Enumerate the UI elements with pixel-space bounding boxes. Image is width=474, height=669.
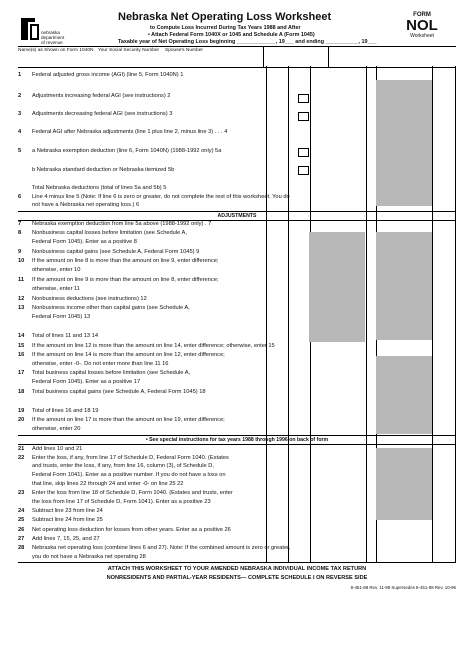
adj-line-16 [18,352,225,359]
line-text: If the amount on line 12 is more than the amount on line 14, enter difference; otherwise, enter 15 [32,343,275,349]
shaded-block-5 [376,448,432,520]
line-text: If the amount on line 17 is more than the amount on line 19, enter difference; [32,417,225,423]
line-text: Subtract line 23 from line 24 [32,508,103,514]
adj-line-8 [18,230,187,237]
spec-line-23 [18,490,233,497]
line-5a-box[interactable] [298,148,309,157]
line-6-cont [18,202,139,209]
line-text: Nonbusiness income other than capital gains (see Schedule A, [32,305,190,311]
adj-line-18 [18,389,206,396]
line-num: 24 [18,508,25,514]
adj-line-7 [18,221,211,228]
shaded-block-4 [376,356,432,434]
spec-line-28-cont [18,554,146,561]
line-num: 12 [18,296,25,302]
footer-line-2: NONRESIDENTS AND PARTIAL-YEAR RESIDENTS— COMPLETE SCHEDULE I ON REVERSE SIDE [106,575,368,581]
adj-line-20-cont [18,426,80,433]
col-rule-2 [288,66,289,562]
line-text: otherwise, enter -0-. Do not enter more than line 11 16 [32,361,169,367]
nebraska-logo-icon [19,16,41,42]
line-text: Enter the loss from line 18 of Schedule D, Form 1040. (Estates and trusts, enter [32,490,233,496]
spouse-ssn-label: Spouse's Number [165,48,203,53]
line-text: Federal Form 1041). Enter as a positive number. If you do not have a loss on [32,472,226,478]
adj-line-14 [18,333,98,340]
ssn-label: Your Social Security Number [98,48,160,53]
line-text: Federal Form 1045). Enter as a positive 8 [32,239,137,245]
line-5-total [18,185,166,192]
line-text: Federal adjusted gross income (AGI) (line 5, Form 1040N) 1 [32,72,184,78]
line-num: 3 [18,111,22,117]
line-num: 15 [18,343,25,349]
spec-line-27 [18,536,100,543]
line-2-box[interactable] [298,94,309,103]
form-label: FORM [413,12,431,18]
col-rule-7 [455,66,456,562]
form-id-box [394,12,450,46]
spec-line-21 [18,446,82,453]
name-label: Name(s) as Shown on Form 1040N [18,48,94,53]
page-title: Nebraska Net Operating Loss Worksheet [118,11,332,23]
line-text: Federal Form 1045) 13 [32,314,91,320]
line-text: Add lines 7, 15, 25, and 27 [32,536,100,542]
name-field[interactable] [18,56,246,66]
line-4 [18,129,227,136]
bottom-rule [18,562,456,563]
spec-line-23-cont [18,499,211,506]
line-text: Total business capital losses before limitation (see Schedule A, [32,370,191,376]
line-num: 26 [18,527,25,533]
line-text: Nonbusiness capital gains (see Schedule A, Federal Form 1045) 9 [32,249,200,255]
spec-line-22-cont2 [18,472,225,479]
line-num: 11 [18,277,25,283]
line-num: 2 [18,93,22,99]
line-text: Federal AGI after Nebraska adjustments (line 1 plus line 2, minus line 3) . . . 4 [32,129,228,135]
line-text: Nonbusiness capital losses before limitation (see Schedule A, [32,230,187,236]
subtitle-2: • Attach Federal Form 1040X or 1045 and Schedule A (Form 1045) [148,32,315,38]
logo-line-1: nebraska [41,30,60,35]
adj-line-17 [18,370,190,377]
line-text: Total business capital gains (see Schedule A, Federal Form 1045) 18 [32,389,206,395]
line-num: 1 [18,72,22,78]
taxpayer-id-row [18,46,456,68]
col-rule-6 [432,66,433,562]
line-num: 9 [18,249,22,255]
line-num: 23 [18,490,25,496]
adj-line-11 [18,277,218,284]
adj-line-19 [18,408,98,415]
form-name: Worksheet [410,33,434,39]
shaded-block-1 [376,80,432,206]
adj-line-10-cont [18,267,80,274]
adj-line-16-cont [18,361,168,368]
line-text: Adjustments decreasing federal AGI (see instructions) 3 [32,111,173,117]
line-num: 28 [18,545,25,551]
line-text: the loss from line 17 of Schedule D, Form 1041). Enter as a positive 23 [32,499,211,505]
id-divider-1 [263,47,264,67]
line-num: 18 [18,389,25,395]
line-3 [18,111,172,118]
line-2 [18,93,170,100]
adj-line-8-cont [18,239,137,246]
line-text: otherwise, enter 10 [32,267,81,273]
line-text: Enter the loss, if any, from line 17 of Schedule D, Federal Form 1040. (Estates [32,455,229,461]
line-text: not have a Nebraska net operating loss.) 6 [32,202,140,208]
line-text: otherwise, enter 11 [32,286,80,292]
line-num: 13 [18,305,25,311]
logo-line-2: department [41,35,65,40]
spec-line-25 [18,517,103,524]
logo-line-3: of revenue [41,40,63,45]
subtitle-1: to Compute Loss Incurred During Tax Years 1988 and After [150,25,301,31]
line-text: b Nebraska standard deduction or Nebraska itemized 5b [32,167,175,173]
line-num: 10 [18,258,25,264]
line-num: 20 [18,417,25,423]
spec-line-22 [18,455,229,462]
line-num: 27 [18,536,25,542]
spec-line-24 [18,508,103,515]
line-text: otherwise, enter 20 [32,426,81,432]
line-text: Line 4 minus line 5 (Note: If line 6 is zero or greater, do not complete the rest of this worksheet. You do [32,194,290,200]
line-text: Total Nebraska deductions (total of lines 5a and 5b) 5 [32,185,167,191]
form-code: NOL [406,17,438,34]
col-rule-1 [266,66,267,562]
adj-line-13 [18,305,190,312]
line-text: If the amount on line 8 is more than the amount on line 9, enter difference; [32,258,219,264]
line-num: 17 [18,370,25,376]
spec-line-28 [18,545,290,552]
line-num: 6 [18,194,22,200]
line-text: Federal Form 1045). Enter as a positive 17 [32,379,141,385]
shaded-block-3 [376,232,432,340]
line-num: 16 [18,352,25,358]
line-1 [18,72,183,79]
line-text: and trusts, enter the loss, if any, from line 16, column (3), of Schedule D, [32,463,214,469]
adj-line-13-cont [18,314,90,321]
line-num: 14 [18,333,25,339]
special-instructions-header: • See special instructions for tax years 1988 through 1996 on back of form [18,435,456,445]
line-6 [18,194,290,201]
line-num: 21 [18,446,25,452]
line-num: 8 [18,230,22,236]
line-text: Total of lines 11 and 13 14 [32,333,98,339]
line-text: you do not have a Nebraska net operating 28 [32,554,146,560]
adj-line-15 [18,343,275,350]
line-text: Nebraska net operating loss (combine lines 6 and 27). Note: If the combined amount is zero or greater, [32,545,291,551]
taxable-year-line: Taxable year of Net Operating Loss beginning _____________, 19___ and ending ___________, 19___ [118,39,377,45]
line-num: 7 [18,221,22,227]
line-text: If the amount on line 14 is more than the amount on line 12, enter difference; [32,352,225,358]
adj-line-11-cont [18,286,80,293]
revision-note: 8-451-88 Rev. 11-99 Supersedes 8-451-88 Rev. 10-96 [350,585,456,590]
adj-line-17-cont [18,379,140,386]
line-num: 22 [18,455,25,461]
adj-line-20 [18,417,225,424]
line-text: Total of lines 16 and 18 19 [32,408,99,414]
adj-line-9 [18,249,199,256]
line-5b [18,167,174,174]
line-num: 4 [18,129,22,135]
line-5b-box[interactable] [298,166,309,175]
line-text: Add lines 10 and 21 [32,446,83,452]
line-text: that line, skip lines 22 through 24 and enter -0- on line 25 22 [32,481,184,487]
adj-line-10 [18,258,218,265]
line-text: a Nebraska exemption deduction (line 6, Form 1040N) (1988-1992 only) 5a [32,148,222,154]
line-text: If the amount on line 9 is more than the amount on line 8, enter difference; [32,277,219,283]
line-num: 25 [18,517,25,523]
shaded-block-2 [309,232,365,342]
adjustments-header: ADJUSTMENTS [18,211,456,221]
col-rule-4 [366,66,367,562]
line-num: 5 [18,148,22,154]
line-num: 19 [18,408,25,414]
line-3-box[interactable] [298,112,309,121]
line-text: Nonbusiness deductions (see instructions) 12 [32,296,147,302]
line-text: Subtract line 24 from line 25 [32,517,103,523]
spec-line-22-cont1 [18,463,214,470]
spec-line-22-cont3 [18,481,183,488]
line-5a [18,148,221,155]
line-text: Net operating loss deduction for losses from other years. Enter as a positive 26 [32,527,231,533]
logo-text [41,30,64,45]
footer-line-1: ATTACH THIS WORKSHEET TO YOUR AMENDED NEBRASKA INDIVIDUAL INCOME TAX RETURN [107,566,367,572]
spec-line-26 [18,527,231,534]
line-text: Adjustments increasing federal AGI (see instructions) 2 [32,93,171,99]
adj-line-12 [18,296,147,303]
line-text: Nebraska exemption deduction from line 5a above (1988-1992 only) . 7 [32,221,212,227]
id-divider-2 [328,47,329,67]
